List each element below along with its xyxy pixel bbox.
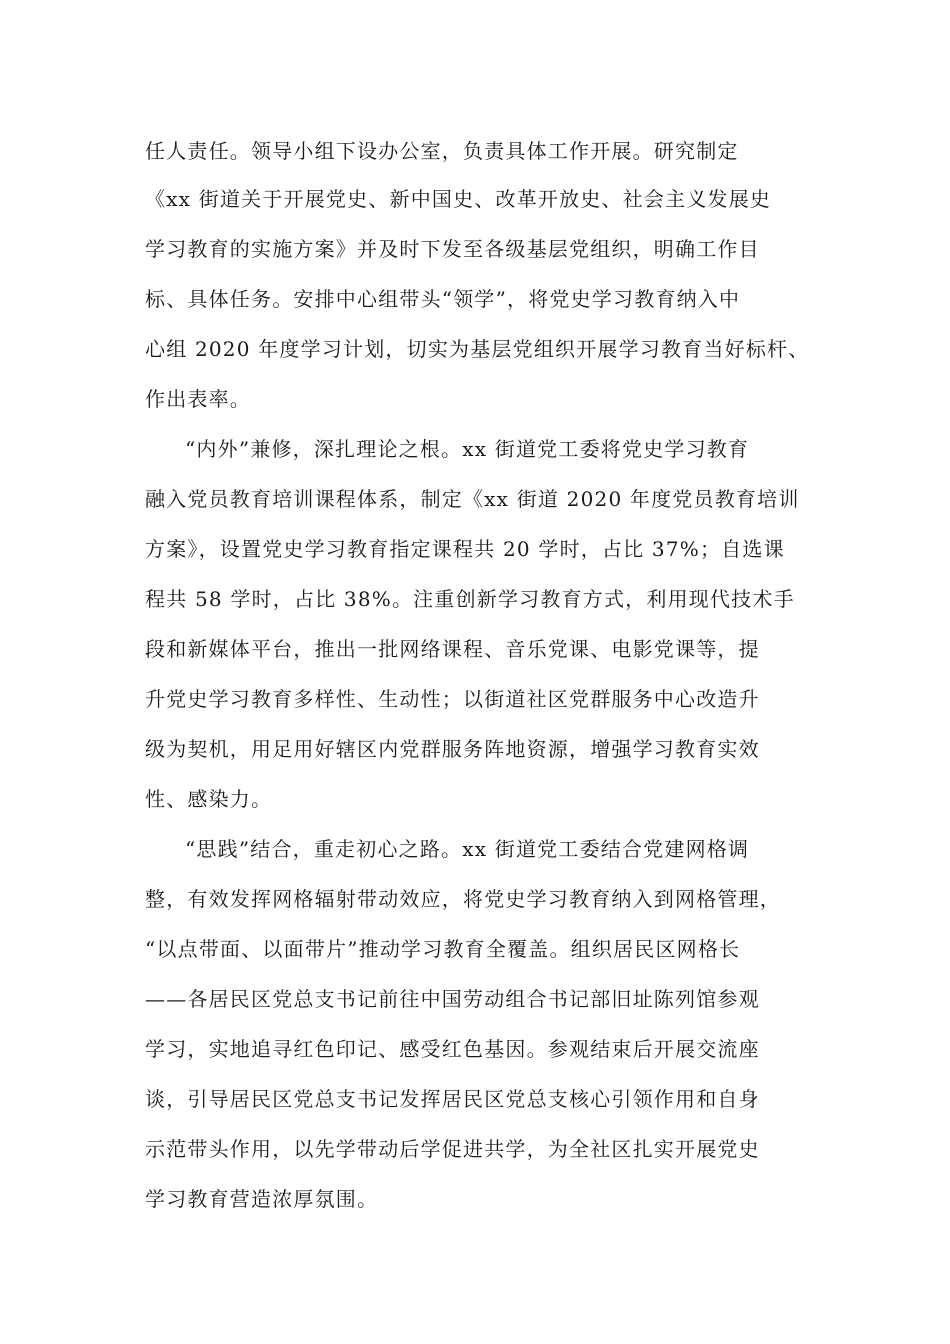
- p3-line-6: 谈，引导居民区党总支书记发挥居民区党总支核心引领作用和自身: [145, 1087, 760, 1111]
- p2-line-3: 方案》，设置党史学习教育指定课程共 20 学时，占比 37%；自选课: [145, 537, 785, 561]
- p3-line-2: 整，有效发挥网格辐射带动效应，将党史学习教育纳入到网格管理，: [145, 887, 781, 911]
- p3-line-7: 示范带头作用，以先学带动后学促进共学，为全社区扎实开展党史: [145, 1137, 760, 1161]
- p2-line-8: 性、感染力。: [145, 787, 273, 811]
- p3-line-5: 学习，实地追寻红色印记、感受红色基因。参观结束后开展交流座: [145, 1037, 760, 1061]
- p2-line-7: 级为契机，用足用好辖区内党群服务阵地资源，增强学习教育实效: [145, 737, 760, 761]
- p3-line-3: “以点带面、以面带片”推动学习教育全覆盖。组织居民区网格长: [145, 937, 741, 961]
- p2-line-5: 段和新媒体平台，推出一批网络课程、音乐党课、电影党课等，提: [145, 637, 760, 661]
- p1-line-5: 心组 2020 年度学习计划，切实为基层党组织开展学习教育当好标杆、: [145, 337, 810, 361]
- p3-line-4: ——各居民区党总支书记前往中国劳动组合书记部旧址陈列馆参观: [145, 987, 760, 1011]
- p2-line-1: “内外”兼修，深扎理论之根。xx 街道党工委将党史学习教育: [185, 437, 750, 461]
- p2-line-6: 升党史学习教育多样性、生动性；以街道社区党群服务中心改造升: [145, 687, 760, 711]
- p1-line-3: 学习教育的实施方案》并及时下发至各级基层党组织，明确工作目: [145, 237, 760, 261]
- p2-line-4: 程共 58 学时，占比 38%。注重创新学习教育方式，利用现代技术手: [145, 587, 795, 611]
- p1-line-6: 作出表率。: [145, 387, 251, 411]
- p3-line-8: 学习教育营造浓厚氛围。: [145, 1187, 379, 1211]
- p3-line-1: “思践”结合，重走初心之路。xx 街道党工委结合党建网格调: [185, 837, 750, 861]
- p2-line-2: 融入党员教育培训课程体系，制定《xx 街道 2020 年度党员教育培训: [145, 487, 800, 511]
- p1-line-1: 任人责任。领导小组下设办公室，负责具体工作开展。研究制定: [145, 139, 739, 163]
- p1-line-4: 标、具体任务。安排中心组带头“领学”，将党史学习教育纳入中: [145, 287, 741, 311]
- p1-line-2: 《xx 街道关于开展党史、新中国史、改革开放史、社会主义发展史: [145, 187, 772, 211]
